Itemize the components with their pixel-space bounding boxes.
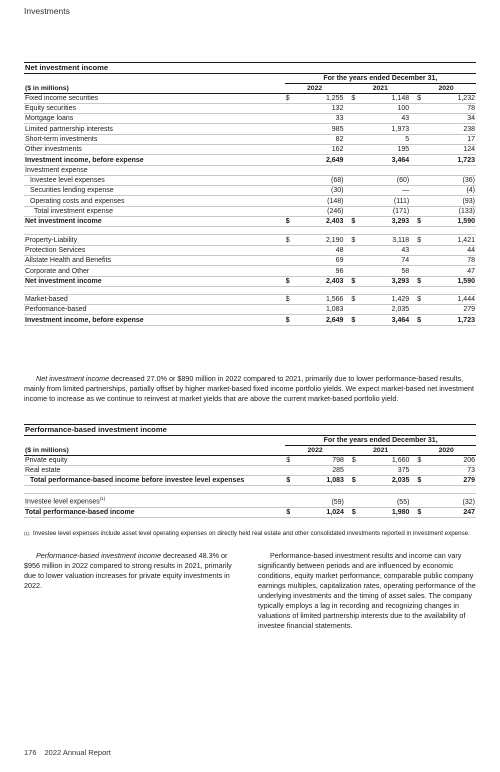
paragraph-performance-based-variability: [258, 551, 476, 631]
currency-symbol: [350, 134, 358, 144]
table-row: [24, 255, 476, 265]
row-value: (60): [358, 175, 410, 185]
row-value: 798: [293, 455, 345, 465]
row-value: 3,464: [358, 315, 410, 325]
row-value: (246): [293, 206, 345, 216]
table-row: [24, 455, 476, 465]
currency-symbol: $: [350, 294, 358, 304]
row-value: 43: [358, 245, 410, 255]
row-value: (55): [359, 494, 411, 507]
row-value: 2,035: [358, 305, 410, 315]
row-label: Total performance-based income: [24, 507, 285, 517]
row-value: (68): [293, 175, 345, 185]
currency-symbol: $: [350, 217, 358, 227]
row-value: 2,403: [293, 217, 345, 227]
year-header: 2020: [416, 83, 476, 93]
currency-symbol: [416, 103, 424, 113]
row-label: Other investments: [24, 144, 285, 154]
row-label: Investee level expenses: [24, 175, 285, 185]
table-row: [24, 465, 476, 475]
table-row: [24, 124, 476, 134]
row-value: 78: [424, 255, 476, 265]
row-label: Private equity: [24, 455, 285, 465]
table-row: [24, 315, 476, 325]
currency-symbol: [285, 175, 293, 185]
period-header: For the years ended December 31,: [285, 72, 476, 83]
row-value: 238: [424, 124, 476, 134]
row-value: [424, 165, 476, 175]
currency-symbol: [285, 114, 293, 124]
row-value: 78: [424, 103, 476, 113]
row-value: (148): [293, 196, 345, 206]
row-value: 34: [424, 114, 476, 124]
currency-symbol: $: [416, 455, 424, 465]
currency-symbol: [416, 144, 424, 154]
row-value: 48: [293, 245, 345, 255]
currency-symbol: $: [285, 235, 293, 245]
row-value: 58: [358, 266, 410, 276]
row-label: Equity securities: [24, 103, 285, 113]
row-value: 1,444: [424, 294, 476, 304]
row-label: Net investment income: [24, 217, 285, 227]
row-value: 74: [358, 255, 410, 265]
page-number: 176: [24, 748, 37, 757]
paragraph-body-3: Performance-based investment results and income can vary significantly between periods and are influenced by economic conditions, equity market performance, comparable public company earnings multiples, capitalization rates, operating performance of the underlying investments and the timing of asset sales. The company typically employs a lag in recording and recognizing changes in valuations of limited partnership interests due to the availability of investee financial statements.: [258, 551, 476, 630]
currency-symbol: $: [416, 315, 424, 325]
currency-symbol: [285, 144, 293, 154]
table-row: [24, 235, 476, 245]
section-header: Investments: [24, 6, 70, 16]
row-label: Total investment expense: [24, 206, 285, 216]
row-value: 1,083: [293, 476, 345, 486]
row-label: Investment income, before expense: [24, 155, 285, 165]
currency-symbol: [351, 494, 359, 507]
row-value: [293, 165, 345, 175]
currency-symbol: [416, 165, 424, 175]
row-label: Securities lending expense: [24, 186, 285, 196]
row-value: (59): [293, 494, 345, 507]
currency-symbol: [285, 124, 293, 134]
currency-symbol: $: [285, 476, 293, 486]
paragraph-body-2: decreased 48.3% or $956 million in 2022 compared to strong results in 2021, primarily due to lower valuation increases for private equity investments in 2022.: [24, 551, 232, 590]
footnote: [24, 530, 476, 538]
table-row: [24, 476, 476, 486]
currency-symbol: $: [416, 476, 424, 486]
currency-symbol: [285, 494, 293, 507]
currency-symbol: [350, 175, 358, 185]
currency-symbol: [416, 206, 424, 216]
currency-symbol: [350, 124, 358, 134]
currency-symbol: [285, 206, 293, 216]
row-value: 17: [424, 134, 476, 144]
performance-based-income-table: [24, 434, 476, 518]
row-label: Operating costs and expenses: [24, 196, 285, 206]
row-value: 1,232: [424, 93, 476, 103]
row-value: (32): [424, 494, 476, 507]
currency-symbol: [416, 124, 424, 134]
row-value: 73: [424, 465, 476, 475]
currency-symbol: [285, 165, 293, 175]
currency-symbol: $: [350, 276, 358, 286]
currency-symbol: [416, 465, 424, 475]
year-header: 2022: [285, 83, 345, 93]
row-value: 3,464: [358, 155, 410, 165]
currency-symbol: [285, 255, 293, 265]
row-label: Real estate: [24, 465, 285, 475]
currency-symbol: $: [285, 507, 293, 517]
table-row: [24, 196, 476, 206]
currency-symbol: $: [285, 315, 293, 325]
report-name: 2022 Annual Report: [44, 748, 111, 757]
currency-symbol: $: [285, 276, 293, 286]
row-value: 124: [424, 144, 476, 154]
row-value: 1,083: [293, 305, 345, 315]
row-value: 285: [293, 465, 345, 475]
table-row: [24, 217, 476, 227]
table-row: [24, 305, 476, 315]
year-header: 2021: [350, 83, 410, 93]
currency-symbol: [416, 134, 424, 144]
row-value: 279: [424, 476, 476, 486]
currency-symbol: $: [350, 315, 358, 325]
row-label: Total performance-based income before investee level expenses: [24, 476, 285, 486]
paragraph-italic-lead-2: Performance-based investment income: [36, 551, 162, 560]
currency-symbol: $: [416, 507, 424, 517]
table-row: [24, 507, 476, 517]
row-label: Investment income, before expense: [24, 315, 285, 325]
table-row: [24, 134, 476, 144]
row-value: (171): [358, 206, 410, 216]
footnote-mark: (1): [24, 531, 30, 536]
table-row: [24, 114, 476, 124]
currency-symbol: [285, 305, 293, 315]
year-header: 2022: [285, 445, 345, 455]
row-value: 2,403: [293, 276, 345, 286]
currency-symbol: $: [350, 235, 358, 245]
currency-symbol: $: [416, 93, 424, 103]
row-value: 162: [293, 144, 345, 154]
row-value: 1,429: [358, 294, 410, 304]
net-investment-income-table: [24, 72, 476, 326]
currency-symbol: [416, 196, 424, 206]
row-label: Investment expense: [24, 165, 285, 175]
currency-symbol: [350, 155, 358, 165]
row-value: (111): [358, 196, 410, 206]
row-value: 1,590: [424, 217, 476, 227]
row-value: 1,723: [424, 155, 476, 165]
row-label: Limited partnership interests: [24, 124, 285, 134]
table-row: [24, 103, 476, 113]
table-row: [24, 206, 476, 216]
paragraph-net-investment-income: [24, 374, 476, 404]
table-title-net-investment-income: Net investment income: [24, 62, 476, 74]
row-label: Fixed income securities: [24, 93, 285, 103]
row-value: 3,293: [358, 276, 410, 286]
currency-symbol: $: [416, 294, 424, 304]
row-value: 100: [358, 103, 410, 113]
currency-symbol: $: [285, 217, 293, 227]
currency-symbol: [351, 465, 359, 475]
table-row: [24, 165, 476, 175]
table-row: [24, 245, 476, 255]
paragraph-italic-lead: Net investment income: [36, 374, 110, 383]
row-value: 206: [424, 455, 476, 465]
row-value: —: [358, 186, 410, 196]
year-header: 2020: [416, 445, 476, 455]
currency-symbol: $: [351, 476, 359, 486]
row-value: 1,421: [424, 235, 476, 245]
row-value: 2,649: [293, 155, 345, 165]
currency-symbol: [285, 186, 293, 196]
table-row: [24, 276, 476, 286]
row-value: [358, 165, 410, 175]
row-value: (30): [293, 186, 345, 196]
currency-symbol: $: [416, 235, 424, 245]
currency-symbol: [350, 186, 358, 196]
currency-symbol: $: [416, 217, 424, 227]
row-value: 43: [358, 114, 410, 124]
currency-symbol: [285, 155, 293, 165]
currency-symbol: [350, 196, 358, 206]
row-value: 33: [293, 114, 345, 124]
row-value: 1,148: [358, 93, 410, 103]
row-value: (36): [424, 175, 476, 185]
currency-symbol: [416, 114, 424, 124]
currency-symbol: [350, 305, 358, 315]
currency-symbol: [285, 465, 293, 475]
units-label: ($ in millions): [24, 83, 285, 93]
table-row: [24, 175, 476, 185]
row-value: 985: [293, 124, 345, 134]
table-row: [24, 494, 476, 507]
row-value: (133): [424, 206, 476, 216]
currency-symbol: [350, 255, 358, 265]
row-value: 3,293: [358, 217, 410, 227]
page-footer: [24, 748, 119, 757]
units-label: ($ in millions): [24, 445, 285, 455]
currency-symbol: [285, 134, 293, 144]
row-value: 1,660: [359, 455, 411, 465]
currency-symbol: $: [285, 294, 293, 304]
currency-symbol: $: [351, 455, 359, 465]
row-value: 5: [358, 134, 410, 144]
row-label: Property-Liability: [24, 235, 285, 245]
currency-symbol: $: [350, 93, 358, 103]
table-row: [24, 266, 476, 276]
row-value: 2,190: [293, 235, 345, 245]
currency-symbol: [350, 144, 358, 154]
row-label: Corporate and Other: [24, 266, 285, 276]
currency-symbol: [416, 266, 424, 276]
currency-symbol: [285, 245, 293, 255]
currency-symbol: [416, 494, 424, 507]
row-value: 1,973: [358, 124, 410, 134]
table-title-performance-based: Performance-based investment income: [24, 424, 476, 436]
row-value: 47: [424, 266, 476, 276]
table-row: [24, 294, 476, 304]
row-value: 1,255: [293, 93, 345, 103]
currency-symbol: [350, 103, 358, 113]
row-label: Market-based: [24, 294, 285, 304]
row-value: 82: [293, 134, 345, 144]
currency-symbol: [416, 175, 424, 185]
footnote-text: Investee level expenses include asset level operating expenses on directly held real estate and other consolidated investments reported in investment expense.: [32, 530, 470, 537]
currency-symbol: $: [285, 455, 293, 465]
currency-symbol: [350, 165, 358, 175]
currency-symbol: [416, 305, 424, 315]
row-label: Protection Services: [24, 245, 285, 255]
row-value: 1,980: [359, 507, 411, 517]
row-label: Mortgage loans: [24, 114, 285, 124]
paragraph-performance-based-decrease: [24, 551, 240, 591]
currency-symbol: [350, 266, 358, 276]
year-header: 2021: [351, 445, 411, 455]
row-label: Short-term investments: [24, 134, 285, 144]
currency-symbol: $: [416, 276, 424, 286]
row-label: Investee level expenses$^{(1)}$: [24, 494, 285, 507]
row-value: 69: [293, 255, 345, 265]
row-value: (93): [424, 196, 476, 206]
period-header: For the years ended December 31,: [285, 434, 476, 445]
row-value: 247: [424, 507, 476, 517]
row-value: 132: [293, 103, 345, 113]
row-value: 2,035: [359, 476, 411, 486]
currency-symbol: [285, 266, 293, 276]
row-value: (4): [424, 186, 476, 196]
row-label: Allstate Health and Benefits: [24, 255, 285, 265]
currency-symbol: $: [351, 507, 359, 517]
currency-symbol: [350, 245, 358, 255]
currency-symbol: [350, 114, 358, 124]
row-value: 1,723: [424, 315, 476, 325]
paragraph-body: decreased 27.0% or $890 million in 2022 compared to 2021, primarily due to lower performance-based results, mainly from limited partnerships, partially offset by higher market-based fixed income portfolio yields. We expect market-based net investment income to increase as we continue to reinvest at market yields that are above the current market-based portfolio yield.: [24, 374, 474, 403]
row-value: 2,649: [293, 315, 345, 325]
currency-symbol: [285, 103, 293, 113]
table-row: [24, 144, 476, 154]
currency-symbol: [285, 196, 293, 206]
currency-symbol: $: [285, 93, 293, 103]
row-value: 96: [293, 266, 345, 276]
row-value: 1,566: [293, 294, 345, 304]
currency-symbol: [416, 155, 424, 165]
row-label: Performance-based: [24, 305, 285, 315]
row-value: 44: [424, 245, 476, 255]
row-value: 195: [358, 144, 410, 154]
currency-symbol: [416, 186, 424, 196]
table-row: [24, 93, 476, 103]
currency-symbol: [416, 245, 424, 255]
table-row: [24, 186, 476, 196]
row-value: 375: [359, 465, 411, 475]
currency-symbol: [350, 206, 358, 216]
row-label: Net investment income: [24, 276, 285, 286]
row-value: 1,590: [424, 276, 476, 286]
row-value: 279: [424, 305, 476, 315]
currency-symbol: [416, 255, 424, 265]
row-value: 1,024: [293, 507, 345, 517]
row-value: 3,118: [358, 235, 410, 245]
table-row: [24, 155, 476, 165]
